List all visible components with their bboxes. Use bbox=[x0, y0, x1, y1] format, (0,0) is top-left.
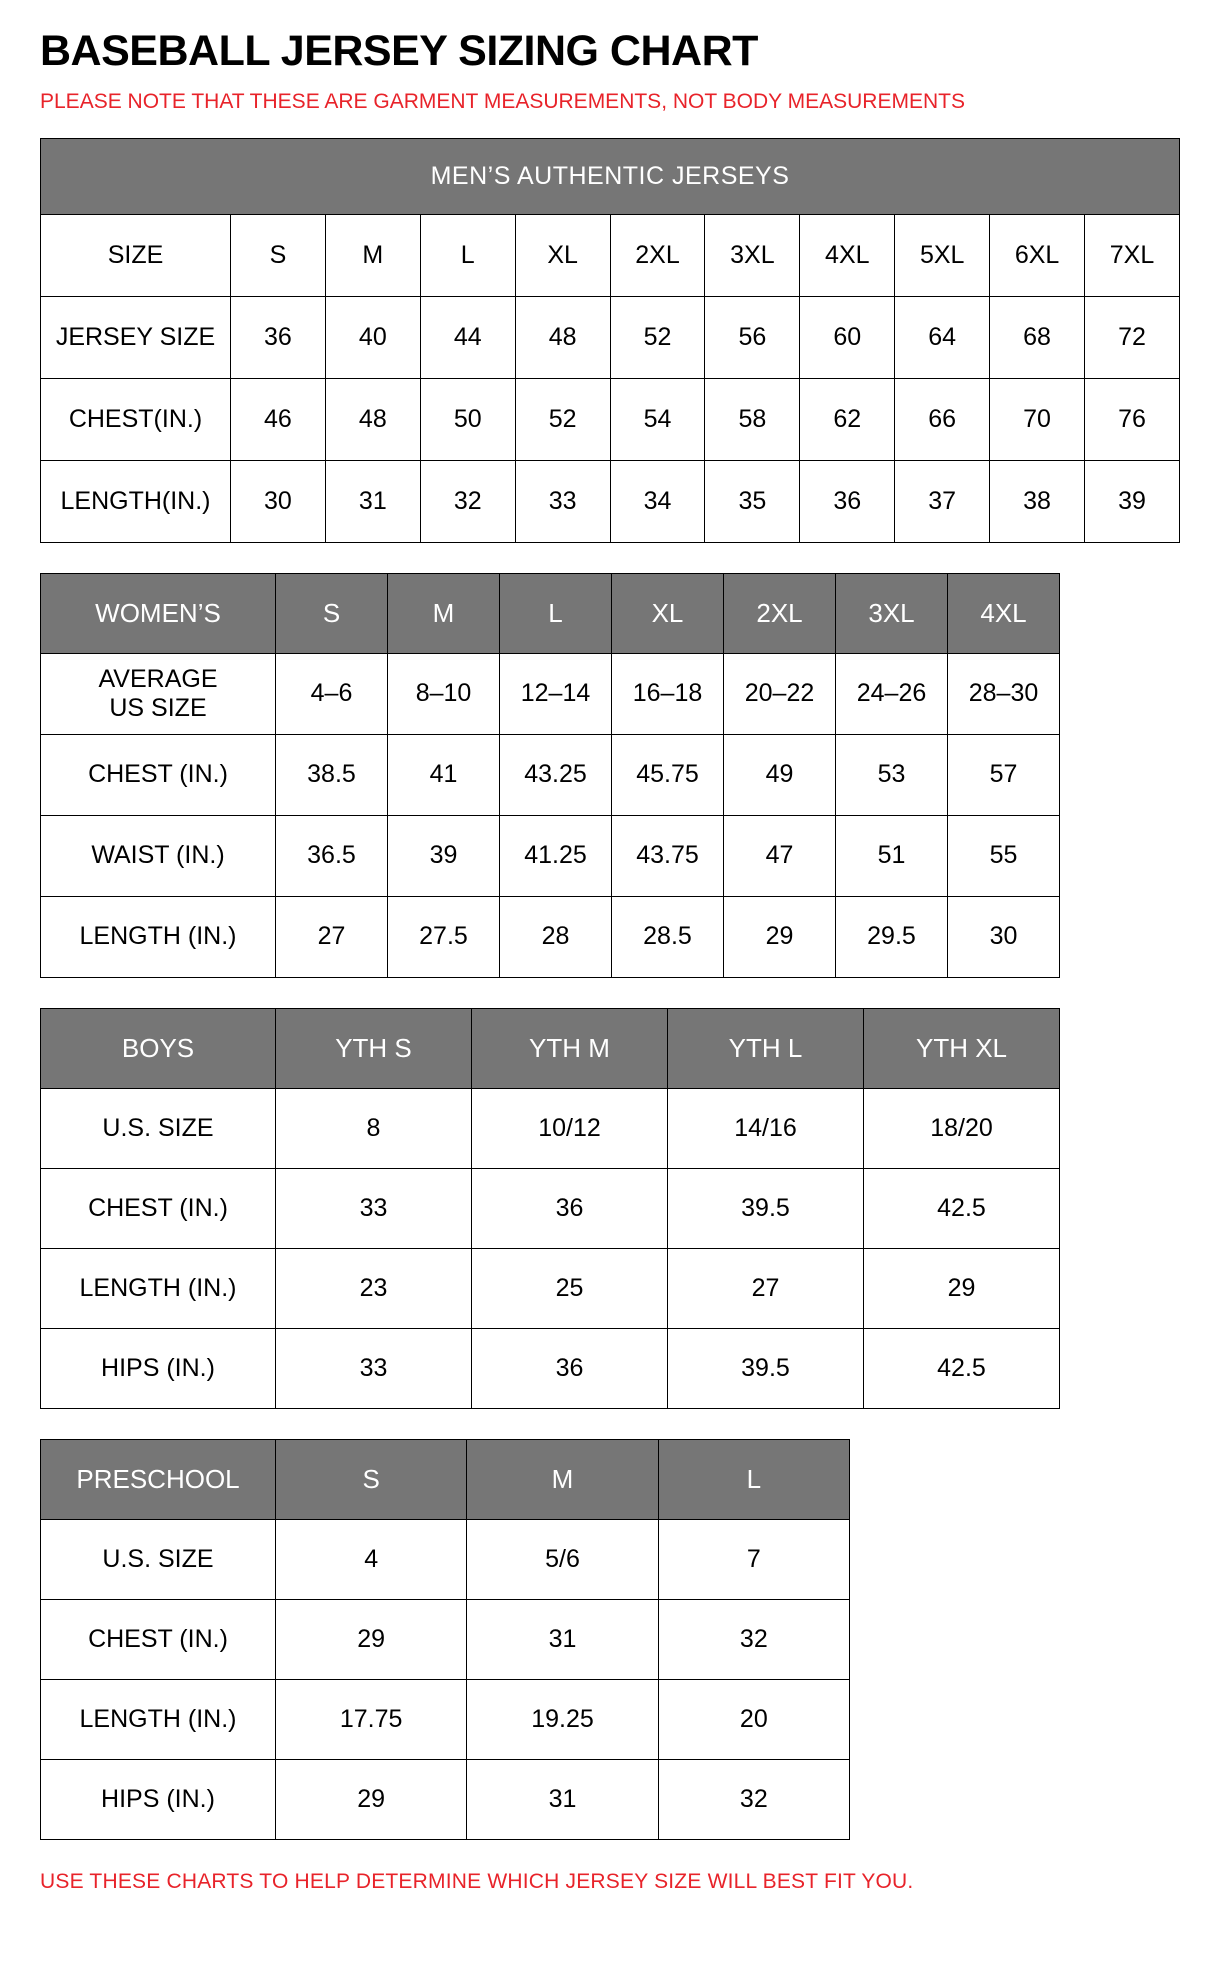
table-cell: 30 bbox=[948, 896, 1060, 977]
table-cell: 72 bbox=[1085, 296, 1180, 378]
table-cell: 38.5 bbox=[276, 734, 388, 815]
table-cell: 39 bbox=[1085, 460, 1180, 542]
table-cell: 52 bbox=[515, 378, 610, 460]
table-cell: 60 bbox=[800, 296, 895, 378]
table-cell: 30 bbox=[231, 460, 326, 542]
table-cell: 33 bbox=[276, 1328, 472, 1408]
page-title: BASEBALL JERSEY SIZING CHART bbox=[40, 27, 758, 75]
table-cell: 41 bbox=[388, 734, 500, 815]
womens-row-label-waist: WAIST (IN.) bbox=[41, 815, 276, 896]
table-cell: 43.75 bbox=[612, 815, 724, 896]
womens-row-label-length: LENGTH (IN.) bbox=[41, 896, 276, 977]
table-cell: 8–10 bbox=[388, 653, 500, 734]
womens-size-s: S bbox=[276, 573, 388, 653]
mens-size-label: SIZE bbox=[41, 214, 231, 296]
footer-note: USE THESE CHARTS TO HELP DETERMINE WHICH JERSEY SIZE WILL BEST FIT YOU. bbox=[40, 1869, 914, 1893]
womens-row-label-chest: CHEST (IN.) bbox=[41, 734, 276, 815]
boys-size-yth-l: YTH L bbox=[668, 1008, 864, 1088]
table-cell: 39.5 bbox=[668, 1168, 864, 1248]
table-row bbox=[41, 653, 1060, 734]
table-row bbox=[41, 1088, 1060, 1168]
table-cell: 46 bbox=[231, 378, 326, 460]
table-cell: 19.25 bbox=[467, 1679, 658, 1759]
womens-size-xl: XL bbox=[612, 573, 724, 653]
table-cell: 39 bbox=[388, 815, 500, 896]
table-row bbox=[41, 734, 1060, 815]
table-cell: 57 bbox=[948, 734, 1060, 815]
table-cell: 27 bbox=[276, 896, 388, 977]
table-cell: 45.75 bbox=[612, 734, 724, 815]
label-line-1: AVERAGE bbox=[98, 664, 218, 693]
table-row bbox=[41, 1679, 850, 1759]
table-cell: 53 bbox=[836, 734, 948, 815]
table-row bbox=[41, 1248, 1060, 1328]
boys-row-label-chest: CHEST (IN.) bbox=[41, 1168, 276, 1248]
table-cell: 62 bbox=[800, 378, 895, 460]
table-cell: 66 bbox=[895, 378, 990, 460]
table-row bbox=[41, 896, 1060, 977]
table-cell: 28–30 bbox=[948, 653, 1060, 734]
preschool-size-l: L bbox=[658, 1439, 849, 1519]
table-cell: 20 bbox=[658, 1679, 849, 1759]
table-row bbox=[41, 460, 1180, 542]
table-cell: 33 bbox=[515, 460, 610, 542]
table-cell: 23 bbox=[276, 1248, 472, 1328]
table-cell: 41.25 bbox=[500, 815, 612, 896]
table-cell: 32 bbox=[658, 1759, 849, 1839]
mens-size-2xl: 2XL bbox=[610, 214, 705, 296]
table-cell: 25 bbox=[472, 1248, 668, 1328]
table-row bbox=[41, 1519, 850, 1599]
table-row bbox=[41, 1599, 850, 1679]
table-cell: 55 bbox=[948, 815, 1060, 896]
preschool-size-s: S bbox=[276, 1439, 467, 1519]
table-row bbox=[41, 1168, 1060, 1248]
preschool-header-label: PRESCHOOL bbox=[41, 1439, 276, 1519]
mens-size-6xl: 6XL bbox=[990, 214, 1085, 296]
table-row-header bbox=[41, 573, 1060, 653]
mens-sizing-table bbox=[40, 138, 1180, 543]
womens-header-label: WOMEN’S bbox=[41, 573, 276, 653]
table-cell: 42.5 bbox=[864, 1328, 1060, 1408]
boys-size-yth-s: YTH S bbox=[276, 1008, 472, 1088]
table-cell: 40 bbox=[325, 296, 420, 378]
table-cell: 39.5 bbox=[668, 1328, 864, 1408]
mens-size-s: S bbox=[231, 214, 326, 296]
table-cell: 27 bbox=[668, 1248, 864, 1328]
table-cell: 32 bbox=[420, 460, 515, 542]
preschool-row-label-chest: CHEST (IN.) bbox=[41, 1599, 276, 1679]
table-cell: 10/12 bbox=[472, 1088, 668, 1168]
table-cell: 29 bbox=[864, 1248, 1060, 1328]
table-cell: 50 bbox=[420, 378, 515, 460]
table-cell: 29 bbox=[724, 896, 836, 977]
preschool-size-m: M bbox=[467, 1439, 658, 1519]
table-cell: 44 bbox=[420, 296, 515, 378]
table-cell: 8 bbox=[276, 1088, 472, 1168]
womens-sizing-table bbox=[40, 573, 1060, 978]
table-cell: 29.5 bbox=[836, 896, 948, 977]
table-cell: 27.5 bbox=[388, 896, 500, 977]
table-cell: 36 bbox=[800, 460, 895, 542]
table-cell: 5/6 bbox=[467, 1519, 658, 1599]
womens-size-4xl: 4XL bbox=[948, 573, 1060, 653]
table-cell: 70 bbox=[990, 378, 1085, 460]
table-cell: 37 bbox=[895, 460, 990, 542]
table-cell: 47 bbox=[724, 815, 836, 896]
mens-row-label-jersey-size: JERSEY SIZE bbox=[41, 296, 231, 378]
table-cell: 17.75 bbox=[276, 1679, 467, 1759]
table-cell: 58 bbox=[705, 378, 800, 460]
table-row bbox=[41, 1759, 850, 1839]
womens-row-label-average-us-size bbox=[41, 653, 276, 734]
table-cell: 64 bbox=[895, 296, 990, 378]
womens-size-3xl: 3XL bbox=[836, 573, 948, 653]
table-cell: 56 bbox=[705, 296, 800, 378]
table-cell: 35 bbox=[705, 460, 800, 542]
table-cell: 28 bbox=[500, 896, 612, 977]
table-cell: 18/20 bbox=[864, 1088, 1060, 1168]
table-cell: 51 bbox=[836, 815, 948, 896]
table-cell: 32 bbox=[658, 1599, 849, 1679]
boys-row-label-us-size: U.S. SIZE bbox=[41, 1088, 276, 1168]
table-cell: 54 bbox=[610, 378, 705, 460]
table-cell: 24–26 bbox=[836, 653, 948, 734]
table-row-header bbox=[41, 214, 1180, 296]
table-cell: 28.5 bbox=[612, 896, 724, 977]
womens-size-m: M bbox=[388, 573, 500, 653]
mens-row-label-chest: CHEST(IN.) bbox=[41, 378, 231, 460]
table-row bbox=[41, 296, 1180, 378]
table-cell: 48 bbox=[325, 378, 420, 460]
boys-sizing-table bbox=[40, 1008, 1060, 1409]
table-row bbox=[41, 1328, 1060, 1408]
table-cell: 16–18 bbox=[612, 653, 724, 734]
table-cell: 29 bbox=[276, 1759, 467, 1839]
table-row-header bbox=[41, 1439, 850, 1519]
table-cell: 20–22 bbox=[724, 653, 836, 734]
mens-row-label-length: LENGTH(IN.) bbox=[41, 460, 231, 542]
label-line-2: US SIZE bbox=[109, 693, 207, 722]
table-cell: 36 bbox=[472, 1168, 668, 1248]
preschool-row-label-us-size: U.S. SIZE bbox=[41, 1519, 276, 1599]
mens-size-7xl: 7XL bbox=[1085, 214, 1180, 296]
mens-size-xl: XL bbox=[515, 214, 610, 296]
preschool-row-label-length: LENGTH (IN.) bbox=[41, 1679, 276, 1759]
table-cell: 38 bbox=[990, 460, 1085, 542]
table-cell: 31 bbox=[467, 1759, 658, 1839]
table-cell: 29 bbox=[276, 1599, 467, 1679]
mens-size-4xl: 4XL bbox=[800, 214, 895, 296]
table-row bbox=[41, 378, 1180, 460]
table-cell: 34 bbox=[610, 460, 705, 542]
table-row bbox=[41, 815, 1060, 896]
table-cell: 36.5 bbox=[276, 815, 388, 896]
table-cell: 12–14 bbox=[500, 653, 612, 734]
womens-size-l: L bbox=[500, 573, 612, 653]
measurement-note: PLEASE NOTE THAT THESE ARE GARMENT MEASUREMENTS, NOT BODY MEASUREMENTS bbox=[40, 90, 965, 114]
table-cell: 36 bbox=[472, 1328, 668, 1408]
mens-banner: MEN’S AUTHENTIC JERSEYS bbox=[41, 138, 1180, 214]
mens-size-5xl: 5XL bbox=[895, 214, 990, 296]
mens-size-l: L bbox=[420, 214, 515, 296]
table-row-banner bbox=[41, 138, 1180, 214]
boys-size-yth-m: YTH M bbox=[472, 1008, 668, 1088]
womens-size-2xl: 2XL bbox=[724, 573, 836, 653]
table-cell: 14/16 bbox=[668, 1088, 864, 1168]
preschool-sizing-table bbox=[40, 1439, 850, 1840]
table-row-header bbox=[41, 1008, 1060, 1088]
table-cell: 4–6 bbox=[276, 653, 388, 734]
table-cell: 49 bbox=[724, 734, 836, 815]
table-cell: 31 bbox=[325, 460, 420, 542]
table-cell: 4 bbox=[276, 1519, 467, 1599]
table-cell: 52 bbox=[610, 296, 705, 378]
table-cell: 43.25 bbox=[500, 734, 612, 815]
table-cell: 36 bbox=[231, 296, 326, 378]
boys-header-label: BOYS bbox=[41, 1008, 276, 1088]
mens-size-3xl: 3XL bbox=[705, 214, 800, 296]
mens-size-m: M bbox=[325, 214, 420, 296]
table-cell: 33 bbox=[276, 1168, 472, 1248]
table-cell: 42.5 bbox=[864, 1168, 1060, 1248]
boys-row-label-hips: HIPS (IN.) bbox=[41, 1328, 276, 1408]
table-cell: 7 bbox=[658, 1519, 849, 1599]
boys-size-yth-xl: YTH XL bbox=[864, 1008, 1060, 1088]
table-cell: 76 bbox=[1085, 378, 1180, 460]
table-cell: 48 bbox=[515, 296, 610, 378]
boys-row-label-length: LENGTH (IN.) bbox=[41, 1248, 276, 1328]
table-cell: 68 bbox=[990, 296, 1085, 378]
preschool-row-label-hips: HIPS (IN.) bbox=[41, 1759, 276, 1839]
table-cell: 31 bbox=[467, 1599, 658, 1679]
